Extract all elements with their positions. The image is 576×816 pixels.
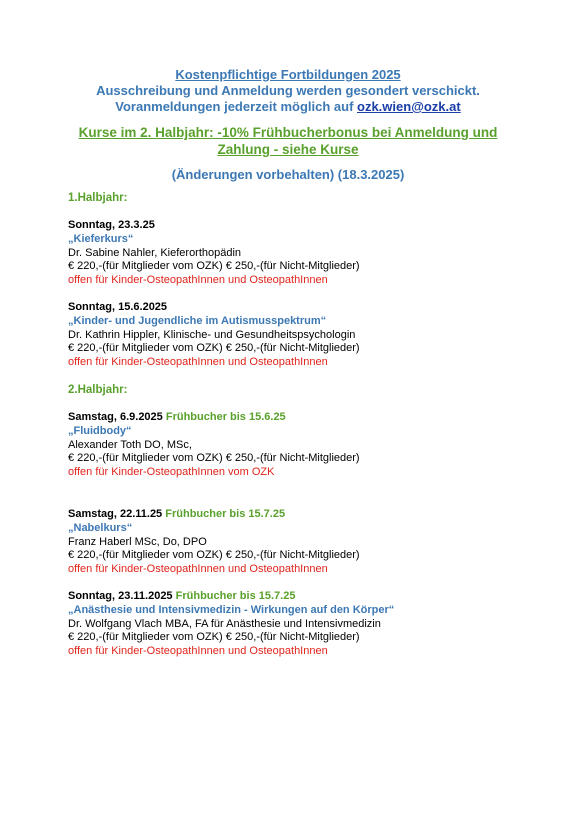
early-bird-deadline: Frühbucher bis 15.7.25	[175, 589, 296, 602]
early-bird-deadline: Frühbucher bis 15.7.25	[165, 507, 286, 520]
header-title: Kostenpflichtige Fortbildungen 2025	[175, 67, 401, 82]
course-date: Sonntag, 23.3.25	[68, 219, 155, 231]
course-price: € 220,-(für Mitglieder vom OZK) € 250,-(für Nicht-Mitglieder)	[68, 631, 360, 644]
course-speaker: Alexander Toth DO, MSc,	[68, 438, 192, 451]
course-date: Samstag, 6.9.2025 Frühbucher bis 15.6.25	[68, 410, 286, 423]
header-preregistration: Voranmeldungen jederzeit möglich auf ozk.wien@ozk.at	[115, 99, 461, 114]
course-audience: offen für Kinder-OsteopathInnen und OsteopathInnen	[68, 356, 328, 369]
course-date: Sonntag, 23.11.2025 Frühbucher bis 15.7.25	[68, 589, 296, 602]
course-title: „Nabelkurs“	[68, 521, 133, 534]
section-label: 1.Halbjahr:	[68, 192, 128, 204]
course-audience: offen für Kinder-OsteopathInnen und OsteopathInnen	[68, 645, 328, 658]
changes-note: (Änderungen vorbehalten) (18.3.2025)	[171, 167, 405, 182]
course-item	[68, 301, 538, 370]
header-subtitle: Ausschreibung und Anmeldung werden gesondert verschickt.	[96, 83, 480, 98]
course-price: € 220,-(für Mitglieder vom OZK) € 250,-(für Nicht-Mitglieder)	[68, 549, 360, 562]
early-bird-notice: Kurse im 2. Halbjahr: -10% Frühbucherbonus bei Anmeldung und Zahlung - siehe Kurse	[78, 125, 498, 157]
course-title: „Kieferkurs“	[68, 232, 134, 245]
email-link[interactable]: ozk.wien@ozk.at	[357, 99, 461, 114]
course-audience: offen für Kinder-OsteopathInnen und OsteopathInnen	[68, 274, 328, 287]
course-speaker: Dr. Sabine Nahler, Kieferorthopädin	[68, 246, 242, 259]
course-title: „Kinder- und Jugendliche im Autismusspektrum“	[68, 314, 327, 327]
course-price: € 220,-(für Mitglieder vom OZK) € 250,-(für Nicht-Mitglieder)	[68, 452, 360, 465]
course-audience: offen für Kinder-OsteopathInnen und OsteopathInnen	[68, 563, 328, 576]
course-date: Samstag, 22.11.25 Frühbucher bis 15.7.25	[68, 507, 286, 520]
course-speaker: Dr. Kathrin Hippler, Klinische- und Gesundheitspsychologin	[68, 328, 356, 341]
course-item	[68, 219, 538, 288]
early-bird-deadline: Frühbucher bis 15.6.25	[165, 410, 286, 423]
course-date: Sonntag, 15.6.2025	[68, 300, 168, 313]
course-item	[68, 508, 538, 577]
course-price: € 220,-(für Mitglieder vom OZK) € 250,-(für Nicht-Mitglieder)	[68, 260, 360, 273]
course-item	[68, 590, 538, 659]
course-list	[68, 191, 538, 659]
course-audience: offen für Kinder-OsteopathInnen vom OZK	[68, 466, 275, 479]
course-speaker: Dr. Wolfgang Vlach MBA, FA für Anästhesie und Intensivmedizin	[68, 617, 381, 630]
section-label: 2.Halbjahr:	[68, 383, 128, 396]
course-speaker: Franz Haberl MSc, Do, DPO	[68, 535, 207, 548]
course-item	[68, 411, 538, 480]
course-price: € 220,-(für Mitglieder vom OZK) € 250,-(für Nicht-Mitglieder)	[68, 342, 360, 355]
document-header	[0, 67, 576, 183]
course-title: „Fluidbody“	[68, 424, 132, 437]
course-title: „Anästhesie und Intensivmedizin - Wirkungen auf den Körper“	[68, 603, 395, 616]
